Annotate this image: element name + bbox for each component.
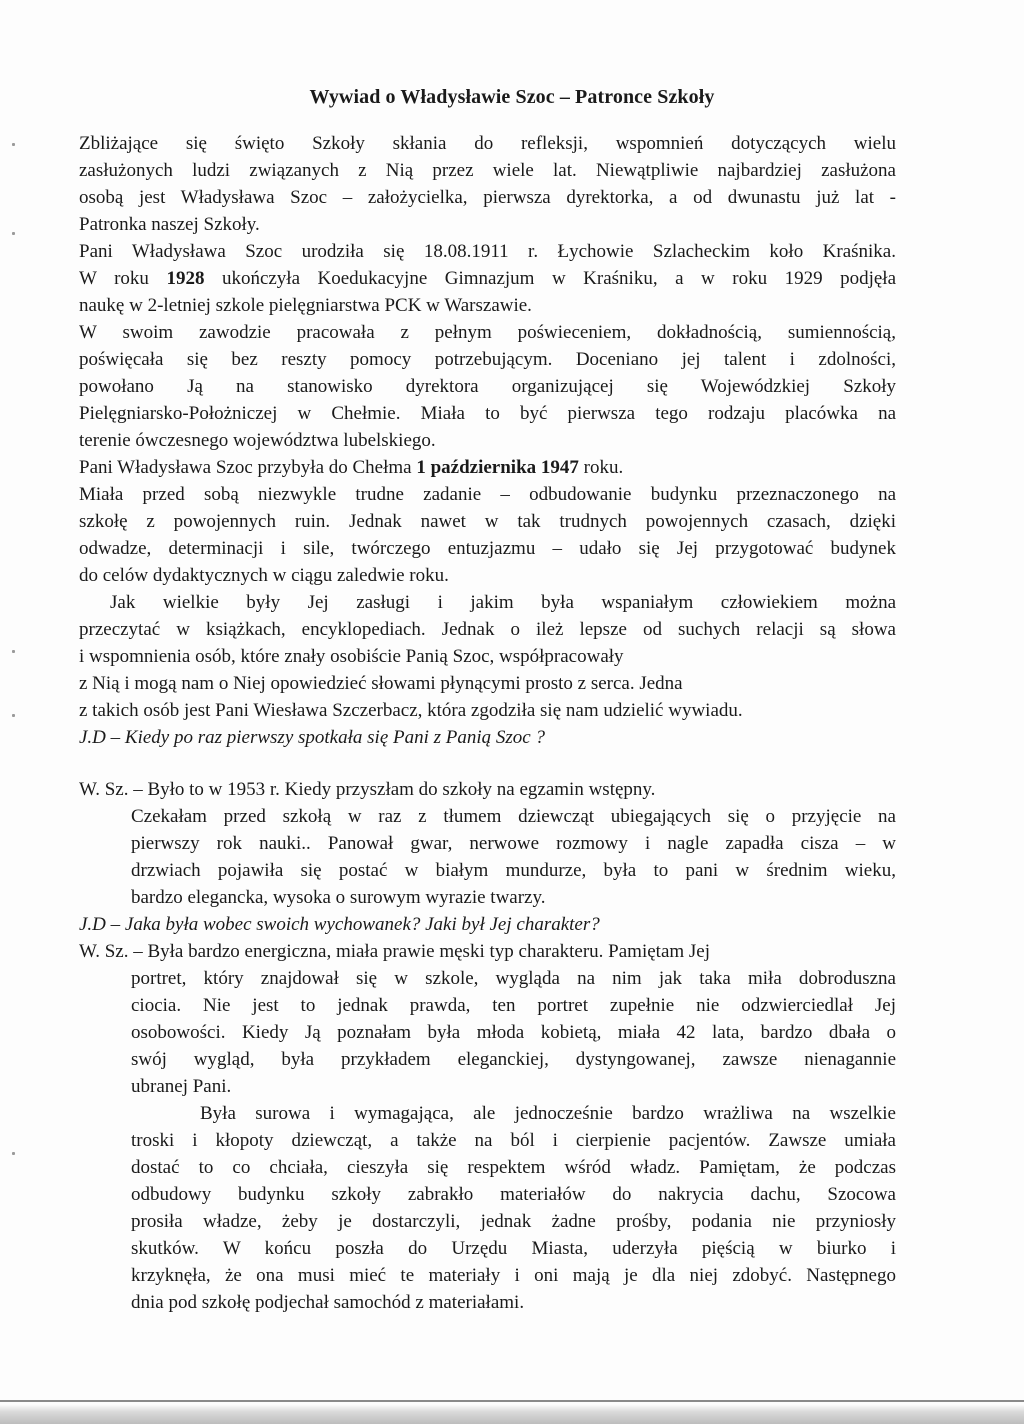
scan-bottom-shadow xyxy=(0,1404,1024,1424)
text-line: z takich osób jest Pani Wiesława Szczerbacz, która zgodziła się nam udzielić wywiadu. xyxy=(79,700,743,721)
text-line: ubranej Pani. xyxy=(131,1076,232,1097)
text-line: osobowości. Kiedy Ją poznałam była młoda kobietą, miała 42 lata, bardzo dbała o xyxy=(131,1022,896,1043)
text-line: Pielęgniarsko-Położniczej w Chełmie. Miała to być pierwsza tego rodzaju placówka na xyxy=(79,403,896,424)
text-line: odbudowy budynku szkoły zabrakło materiałów do nakrycia dachu, Szocowa xyxy=(131,1184,896,1205)
scan-speck xyxy=(12,1152,15,1155)
interview-question: J.D – Kiedy po raz pierwszy spotkała się Pani z Panią Szoc ? xyxy=(79,727,545,748)
bold-emphasis: 1928 xyxy=(166,268,205,289)
text-line: odwadze, determinacji i sile, twórczego entuzjazmu – udało się Jej przygotować budynek xyxy=(79,538,896,559)
text-line: Miała przed sobą niezwykle trudne zadanie – odbudowanie budynku przeznaczonego na xyxy=(79,484,896,505)
text-line: prosiła władze, żeby je dostarczyli, jednak żadne prośby, podania nie przyniosły xyxy=(131,1211,896,1232)
text-line: i wspomnienia osób, które znały osobiście Panią Szoc, współpracowały xyxy=(79,646,624,667)
text-line: powołano Ją na stanowisko dyrektora organizującej się Wojewódzkiej Szkoły xyxy=(79,376,896,397)
text-line: Była surowa i wymagająca, ale jednocześnie bardzo wrażliwa na wszelkie xyxy=(200,1103,896,1124)
text-line: pierwszy rok nauki.. Panował gwar, nerwowe rozmowy i nagle zapadła cisza – w xyxy=(131,833,896,854)
scan-speck xyxy=(12,650,15,653)
scan-edge-line xyxy=(0,1400,1024,1402)
text-line: ciocia. Nie jest to jednak prawda, ten portret zupełnie nie odzwierciedlał Jej xyxy=(131,995,896,1016)
text-line: do celów dydaktycznych w ciągu zaledwie roku. xyxy=(79,565,449,586)
text-line: Pani Władysława Szoc przybyła do Chełma 1 października 1947 roku. xyxy=(79,457,624,478)
text-line: skutków. W końcu poszła do Urzędu Miasta, uderzyła pięścią w biurko i xyxy=(131,1238,896,1259)
bold-emphasis: 1 października 1947 xyxy=(416,457,579,478)
text-line: terenie ówczesnego województwa lubelskiego. xyxy=(79,430,436,451)
text-line: Jak wielkie były Jej zasługi i jakim była wspaniałym człowiekiem można xyxy=(110,592,896,613)
text-line: dnia pod szkołę podjechał samochód z materiałami. xyxy=(131,1292,525,1313)
text-line: przeczytać w książkach, encyklopediach. Jednak o ileż lepsze od suchych relacji są słowa xyxy=(79,619,896,640)
text-line: zasłużonych ludzi związanych z Nią przez wiele lat. Niewątpliwie najbardziej zasłużona xyxy=(79,160,896,181)
scan-speck xyxy=(12,143,15,146)
document-title: Wywiad o Władysławie Szoc – Patronce Szkoły xyxy=(309,86,715,108)
interview-answer: W. Sz. – Było to w 1953 r. Kiedy przyszłam do szkoły na egzamin wstępny. xyxy=(79,779,656,800)
text-line: szkołę z powojennych ruin. Jednak nawet w tak trudnych powojennych czasach, dzięki xyxy=(79,511,896,532)
text-line: Czekałam przed szkołą w raz z tłumem dziewcząt ubiegających się o przyjęcie na xyxy=(131,806,896,827)
text-line: troski i kłopoty dziewcząt, a także na ból i cierpienie pacjentów. Zawsze umiała xyxy=(131,1130,896,1151)
text-line: Patronka naszej Szkoły. xyxy=(79,214,260,235)
interview-answer: W. Sz. – Była bardzo energiczna, miała prawie męski typ charakteru. Pamiętam Jej xyxy=(79,941,711,962)
text-line: bardzo elegancka, wysoka o surowym wyrazie twarzy. xyxy=(131,887,546,908)
text-line: osobą jest Władysława Szoc – założycielka, pierwsza dyrektorka, a od dwunastu już lat - xyxy=(79,187,896,208)
text-line: W roku 1928 ukończyła Koedukacyjne Gimnazjum w Kraśniku, a w roku 1929 podjęła xyxy=(79,268,897,289)
text-line: portret, który znajdował się w szkole, wygląda na nim jak taka miła dobroduszna xyxy=(131,968,896,989)
text-line: Zbliżające się święto Szkoły skłania do refleksji, wspomnień dotyczących wielu xyxy=(79,133,896,154)
text-line: krzyknęła, że ona musi mieć te materiały i oni mają je dla niej zdobyć. Następnego xyxy=(131,1265,896,1286)
text-line: poświęcała się bez reszty pomocy potrzebującym. Doceniano jej talent i zdolności, xyxy=(79,349,896,370)
text-line: swój wygląd, była przykładem eleganckiej, dystyngowanej, zawsze nienagannie xyxy=(131,1049,896,1070)
text-line: W swoim zawodzie pracowała z pełnym poświeceniem, dokładnością, sumiennością, xyxy=(79,322,896,343)
text-line: drzwiach pojawiła się postać w białym mundurze, była to pani w średnim wieku, xyxy=(131,860,896,881)
text-line: z Nią i mogą nam o Niej opowiedzieć słowami płynącymi prosto z serca. Jedna xyxy=(79,673,683,694)
scan-speck xyxy=(12,714,15,717)
text-line: naukę w 2-letniej szkole pielęgniarstwa PCK w Warszawie. xyxy=(79,295,532,316)
text-line: Pani Władysława Szoc urodziła się 18.08.1911 r. Łychowie Szlacheckim koło Kraśnika. xyxy=(79,241,896,262)
text-line: dostać to co chciała, cieszyła się respektem wśród władz. Pamiętam, że podczas xyxy=(131,1157,896,1178)
interview-question: J.D – Jaka była wobec swoich wychowanek? Jaki był Jej charakter? xyxy=(79,914,600,935)
scan-speck xyxy=(12,232,15,235)
